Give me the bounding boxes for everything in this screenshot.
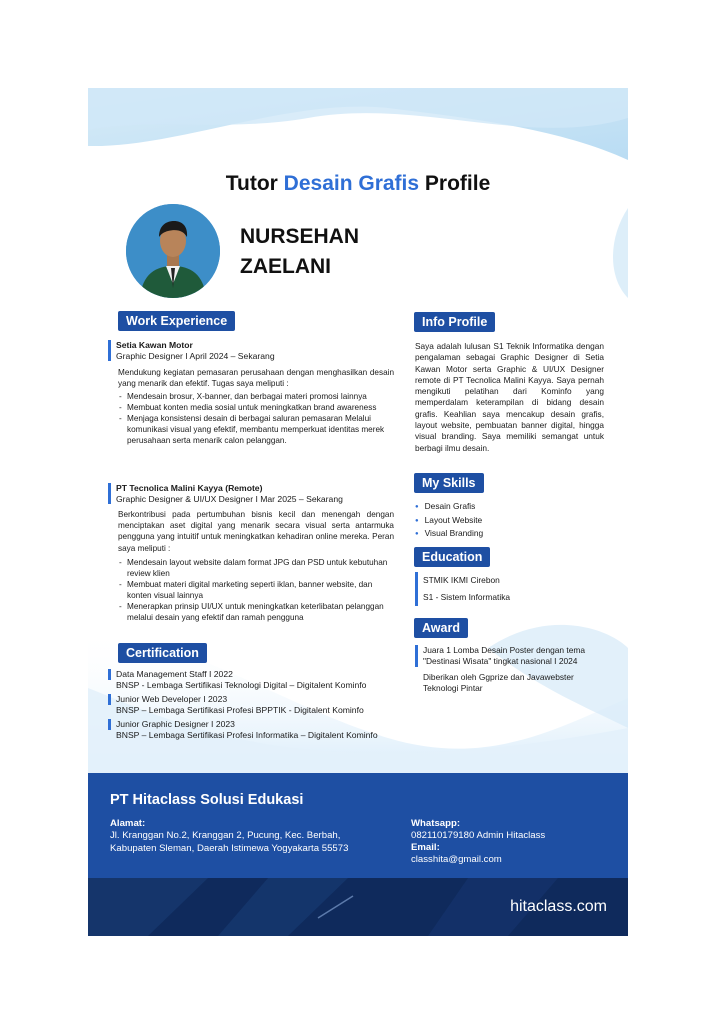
info-profile-text: Saya adalah lulusan S1 Teknik Informatika dengan pengalaman sebagai Graphic Designer di Setia Kawan Motor serta Graphic & UI/UX Designer remote di PT Tecnolica Malini Kayya. Saya pernah mengikuti pelatihan dari Kominfo yang memperdalam keterampilan di bidang desain grafis. Keahlian saya mencakup desain grafis, layout website, pembuatan banner digital, hingga visual branding. Saya memiliki semangat untuk berbagi ilmu desain. [415,341,604,453]
person-avatar-icon [126,204,220,298]
job-company: Setia Kawan Motor [116,340,193,350]
list-item: - Membuat konten media sosial untuk meningkatkan brand awareness [119,403,377,412]
job-summary: Mendukung kegiatan pemasaran perusahaan dengan menghasilkan desain yang menarik dan efektif. Tugas saya meliputi : [118,368,394,389]
page-title: Tutor Desain Grafis Profile [225,172,491,195]
resume-page [88,88,628,936]
certification-item: Junior Web Developer I 2023 BNSP – Lembaga Sertifikasi Profesi BPPTIK - Digitalent Kominfo [108,694,398,716]
award-item: Diberikan oleh Ggprize dan Javawebster Teknologi Pintar [423,672,574,693]
job-role: Graphic Designer I April 2024 – Sekarang [116,350,275,361]
list-item: ● Visual Branding [415,527,605,541]
footer [88,773,628,878]
list-item: - Menerapkan prinsip UI/UX untuk meningkatkan keterlibatan pelanggan melalui desain yang efektif dan ramah pengguna [119,602,384,622]
certification-heading: Certification [118,643,207,663]
job-company: PT Tecnolica Malini Kayya (Remote) [116,483,263,493]
my-skills-heading: My Skills [414,473,484,493]
certification-item: Data Management Staff I 2022 BNSP - Lembaga Sertifikasi Teknologi Digital – Digitalent Kominfo [108,669,398,691]
education-heading: Education [414,547,490,567]
footer-company: PT Hitaclass Solusi Edukasi [110,792,304,808]
award-heading: Award [414,618,468,638]
list-item: - Membuat materi digital marketing seperti iklan, banner website, dan konten visual lainnya [119,580,373,600]
list-item: - Mendesain layout website dalam format JPG dan PSD untuk kebutuhan review klien [119,558,388,578]
job-task-list [118,391,394,446]
profile-photo [126,204,220,298]
list-item: ● Layout Website [415,514,605,528]
education-entry: STMIK IKMI Cirebon S1 - Sistem Informatika [415,572,613,606]
list-item: - Mendesain brosur, X-banner, dan berbagai materi promosi lainnya [119,392,367,401]
skills-list [415,500,605,541]
work-experience-heading: Work Experience [118,311,235,331]
job-summary: Berkontribusi pada pertumbuhan bisnis kecil dan menengah dengan menciptakan aset digital yang menarik secara visual serta antarmuka pengguna yang intuitif untuk meningkatkan kehadiran online mereka. Peran saya meliputi : [118,510,394,553]
person-name: NURSEHAN ZAELANI [240,225,360,278]
job-entry [108,340,404,361]
certification-item: Junior Graphic Designer I 2023 BNSP – Lembaga Sertifikasi Profesi Informatika – Digitalent Kominfo [108,719,398,741]
job-entry [108,483,404,504]
info-profile-heading: Info Profile [414,312,495,332]
email-address: classhita@gmail.com [411,854,502,865]
list-item: - Menjaga konsistensi desain di berbagai saluran pemasaran Melalui komunikasi visual yang efektif, membantu memperkuat identitas merek perusahaan serta menarik calon pelanggan. [119,414,385,445]
award-list [415,645,605,694]
job-role: Graphic Designer & UI/UX Designer I Mar 2025 – Sekarang [116,493,343,504]
list-item: ● Desain Grafis [415,500,605,514]
footer-address: Alamat: Jl. Kranggan No.2, Kranggan 2, Pucung, Kec. Berbah, Kabupaten Sleman, Daerah Istimewa Yogyakarta 55573 [110,818,349,854]
website-url: hitaclass.com [510,898,607,915]
website-band [88,878,628,936]
whatsapp-number: 082110179180 Admin Hitaclass [411,830,546,841]
title-accent: Desain Grafis [283,172,420,195]
job-task-list [118,557,394,623]
certification-list [108,669,398,741]
footer-contact: Whatsapp: 082110179180 Admin Hitaclass Email: classhita@gmail.com [411,818,546,865]
award-item: Juara 1 Lomba Desain Poster dengan tema "Destinasi Wisata" tingkat nasional I 2024 [415,645,605,667]
